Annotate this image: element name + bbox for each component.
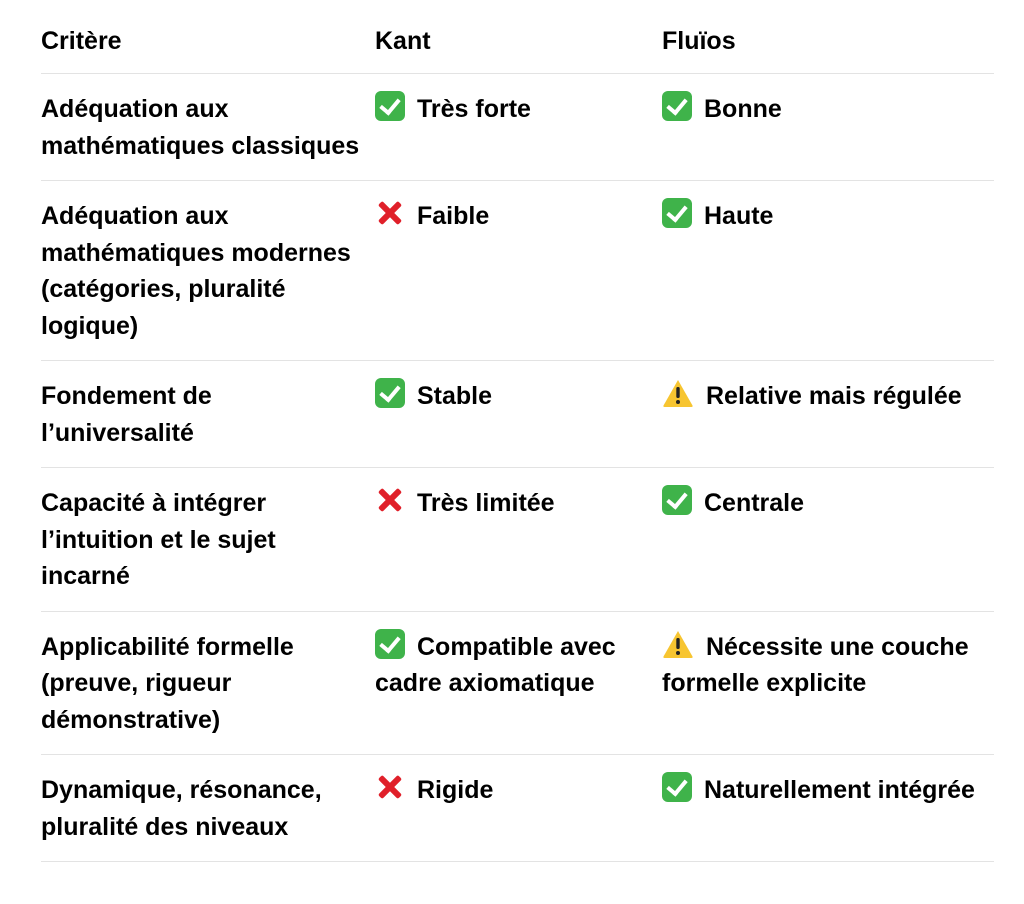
kant-assessment-text: Faible	[417, 202, 490, 230]
check-icon	[662, 198, 692, 228]
fluios-cell	[662, 755, 994, 861]
cross-icon	[375, 772, 405, 802]
table-row	[41, 755, 994, 862]
comparison-table	[41, 12, 994, 862]
warning-icon	[662, 629, 694, 659]
fluios-assessment-text: Haute	[704, 202, 774, 230]
table-row	[41, 181, 994, 361]
check-icon	[662, 485, 692, 515]
kant-assessment-text: Très limitée	[417, 489, 555, 517]
table-row	[41, 74, 994, 181]
fluios-cell	[662, 612, 994, 755]
fluios-assessment-text: Bonne	[704, 95, 782, 123]
fluios-assessment-text: Relative mais régulée	[706, 382, 962, 410]
kant-assessment-text: Très forte	[417, 95, 531, 123]
criterion-cell: Fondement de l’universalité	[41, 382, 212, 447]
criterion-cell: Dynamique, résonance, pluralité des niveaux	[41, 776, 322, 841]
kant-assessment-text: Stable	[417, 382, 493, 410]
criterion-cell: Adéquation aux mathématiques classiques	[41, 95, 360, 160]
fluios-cell	[662, 74, 994, 180]
kant-cell	[375, 181, 662, 360]
table-row	[41, 361, 994, 468]
fluios-cell	[662, 468, 994, 611]
fluios-assessment-text: Centrale	[704, 489, 805, 517]
kant-cell	[375, 612, 662, 755]
fluios-cell	[662, 361, 994, 467]
criterion-cell: Applicabilité formelle (preuve, rigueur démonstrative)	[41, 632, 294, 734]
fluios-cell	[662, 181, 994, 360]
header-criterion: Critère	[41, 27, 122, 55]
cross-icon	[375, 485, 405, 515]
kant-cell	[375, 361, 662, 467]
check-icon	[375, 629, 405, 659]
kant-cell	[375, 755, 662, 861]
table-row	[41, 612, 994, 756]
kant-assessment-text: Compatible avec cadre axiomatique	[375, 632, 616, 697]
check-icon	[375, 91, 405, 121]
kant-assessment-text: Rigide	[417, 776, 494, 804]
check-icon	[662, 772, 692, 802]
check-icon	[662, 91, 692, 121]
fluios-assessment-text: Nécessite une couche formelle explicite	[662, 632, 969, 697]
fluios-assessment-text: Naturellement intégrée	[704, 776, 975, 804]
warning-icon	[662, 378, 694, 408]
header-fluios: Fluïos	[662, 27, 736, 55]
criterion-cell: Adéquation aux mathématiques modernes (catégories, pluralité logique)	[41, 202, 351, 340]
kant-cell	[375, 468, 662, 611]
kant-cell	[375, 74, 662, 180]
table-row	[41, 468, 994, 612]
criterion-cell: Capacité à intégrer l’intuition et le sujet incarné	[41, 489, 276, 590]
table-header-row	[41, 12, 994, 74]
header-kant: Kant	[375, 27, 431, 55]
cross-icon	[375, 198, 405, 228]
check-icon	[375, 378, 405, 408]
